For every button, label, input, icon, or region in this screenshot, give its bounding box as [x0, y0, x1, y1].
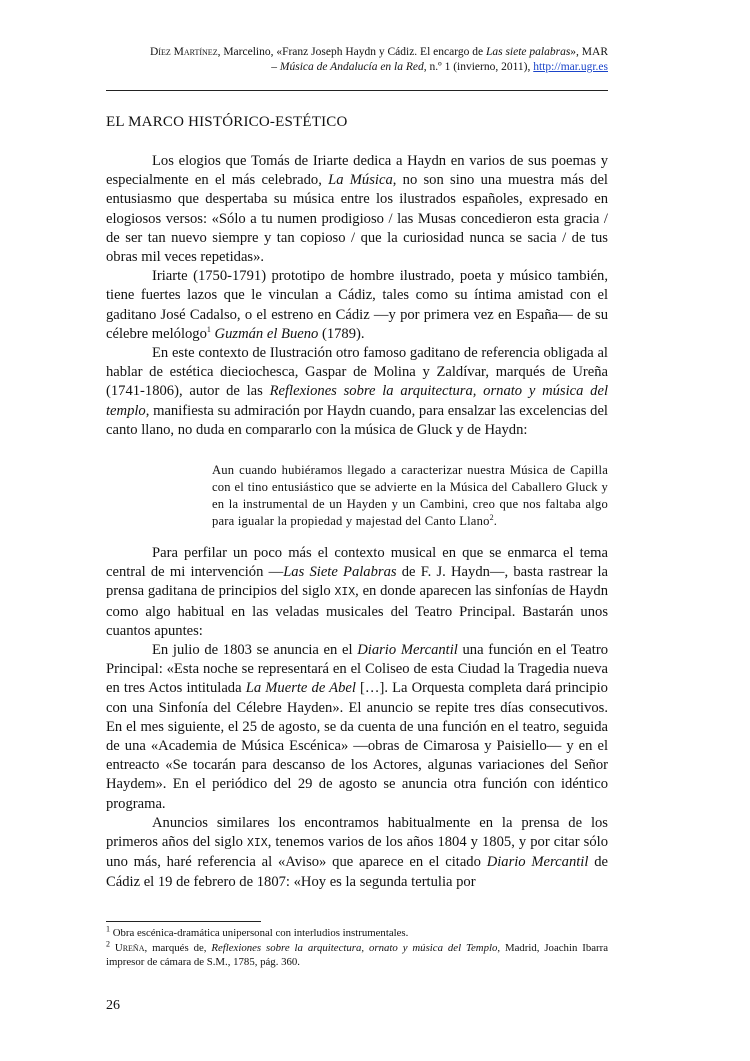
footnote-ref-2[interactable]: 2	[489, 512, 494, 522]
header-line-2	[106, 60, 608, 75]
footnote-number: 2	[106, 939, 110, 949]
footnote-title: Reflexiones sobre la arquitectura, ornato y música del Templo	[211, 942, 498, 954]
text-run: Los elogios que Tomás de Iriarte dedica a Haydn en varios de sus poemas y especialmente en el más celebrado,	[106, 153, 608, 189]
text-run: una función en el Teatro Principal: «Esta noche se representará en el Coliseo de esta Ciudad la Tragedia nueva en tres Actos intitulada	[106, 642, 608, 697]
quote-text: Aun cuando hubiéramos llegado a caracterizar nuestra Música de Capilla con el tino entusiástico que se advierte en la Música del Caballero Gluck y en la instrumental de un Hayden y un Cambini, creo que nos faltaba algo para igualar la propiedad y majestad del Canto Llano	[212, 463, 608, 529]
text-run: En julio de 1803 se anuncia en el	[152, 642, 358, 659]
text-run: , tenemos varios de los años 1804 y 1805, y por citar sólo uno más, haré referencia al «Aviso» que aparece en el citado	[106, 834, 609, 871]
text-run: de Cádiz el 19 de febrero de 1807: «Hoy es la segunda tertulia por	[106, 854, 608, 890]
header-text: , Marcelino, «Franz Joseph Haydn y Cádiz. El encargo de	[217, 46, 486, 58]
italic-title: Las Siete Palabras	[283, 564, 397, 581]
text-run: Para perfilar un poco más el contexto musical en que se enmarca el tema central de mi intervención —	[106, 545, 608, 581]
header-dash: –	[271, 61, 280, 73]
italic-title: Reflexiones sobre la arquitectura, ornato y música del templo	[106, 383, 608, 419]
roman-numeral: XIX	[334, 586, 356, 600]
paragraph-3	[106, 344, 608, 440]
text-run: de F. J. Haydn—, basta rastrear la prensa gaditana de principios del siglo	[106, 564, 608, 600]
text-run: (1789).	[318, 325, 365, 342]
text-run: Anuncios similares los encontramos habitualmente en la prensa de los primeros años del siglo	[106, 814, 608, 851]
text-run: , no son sino una muestra más del entusiasmo que despertaba su música entre los ilustrados españoles, expresado en elogiosos versos: «Sólo a tu numen prodigioso / las Musas concedieron esta gracia / de ser tan nuevo siempre y tan copioso / que la curiosidad nunca se sacia / de tus obras mil veces repetidas».	[106, 172, 608, 266]
footnote-2	[106, 941, 608, 969]
text-run: , manifiesta su admiración por Haydn cuando, para ensalzar las excelencias del canto llano, no duda en compararlo con la música de Gluck y de Haydn:	[106, 402, 608, 438]
quote-end: .	[493, 514, 498, 529]
header-rule	[106, 90, 608, 91]
paragraph-1	[106, 152, 608, 267]
body-text	[106, 152, 608, 892]
footnote-author: Ureña	[110, 942, 145, 954]
running-header	[106, 45, 608, 75]
footnote-text: Obra escénica-dramática unipersonal con interludios instrumentales.	[110, 927, 409, 939]
footnote-number: 1	[106, 924, 110, 934]
footnote-rule	[106, 921, 261, 922]
header-link[interactable]: http://mar.ugr.es	[533, 61, 608, 73]
footnote-text: , marqués de,	[144, 942, 212, 954]
roman-numeral: XIX	[247, 837, 268, 851]
paragraph-2	[106, 267, 608, 344]
footnote-text: , Madrid, Joachin Ibarra impresor de cámara de S.M., 1785, pág. 360.	[106, 942, 609, 968]
text-run: Iriarte (1750-1791) prototipo de hombre ilustrado, poeta y músico también, tiene fuertes lazos que le vinculan a Cádiz, tales como su íntima amistad con el gaditano José Cadalso, o el estreno en Cádiz —y por primera vez en España— de su célebre melólogo	[106, 268, 608, 342]
header-journal: Música de Andalucía en la Red	[279, 61, 424, 73]
text-run: […]. La Orquesta completa dará principio con una Sinfonía del Célebre Hayden». El anuncio se repite tres días consecutivos. En el mes siguiente, el 25 de agosto, se da cuenta de una función en el teatro, seguida de una «Academia de Música Escénica» —obras de Cimarosa y Paisiello— y en el entreacto «Se tocarán para descanso de los Actores, algunas variaciones del Señor Haydem». En el periódico del 29 de agosto se anuncia otra función con idéntico programa.	[106, 680, 608, 812]
header-issue: , n.º 1 (invierno, 2011),	[423, 61, 534, 73]
paragraph-6	[106, 814, 608, 892]
footnotes	[106, 926, 608, 970]
block-quote	[212, 462, 608, 530]
italic-title: La Música	[328, 172, 393, 189]
italic-title: Diario Mercantil	[357, 642, 458, 659]
header-text-end: », MAR	[570, 46, 608, 58]
section-title: EL MARCO HISTÓRICO-ESTÉTICO	[106, 114, 348, 130]
italic-title: La Muerte de Abel	[245, 680, 356, 697]
footnote-ref-1[interactable]: 1	[206, 324, 211, 334]
header-line-1	[106, 45, 608, 60]
italic-title: Diario Mercantil	[486, 854, 589, 871]
text-run: En este contexto de Ilustración otro famoso gaditano de referencia obligada al hablar de estética dieciochesca, Gaspar de Molina y Zaldívar, marqués de Ureña (1741-1806), autor de las	[106, 345, 608, 400]
paragraph-5	[106, 641, 608, 814]
page-number: 26	[106, 998, 120, 1013]
paragraph-4	[106, 544, 608, 641]
header-work-title: Las siete palabras	[485, 46, 571, 58]
footnote-1	[106, 926, 608, 940]
header-author: Díez Martínez	[150, 46, 218, 58]
text-run: , en donde aparecen las sinfonías de Haydn como algo habitual en las veladas musicales del Teatro Principal. Bastarán unos cuantos apuntes:	[106, 583, 608, 639]
italic-title: Guzmán el Bueno	[210, 325, 319, 342]
